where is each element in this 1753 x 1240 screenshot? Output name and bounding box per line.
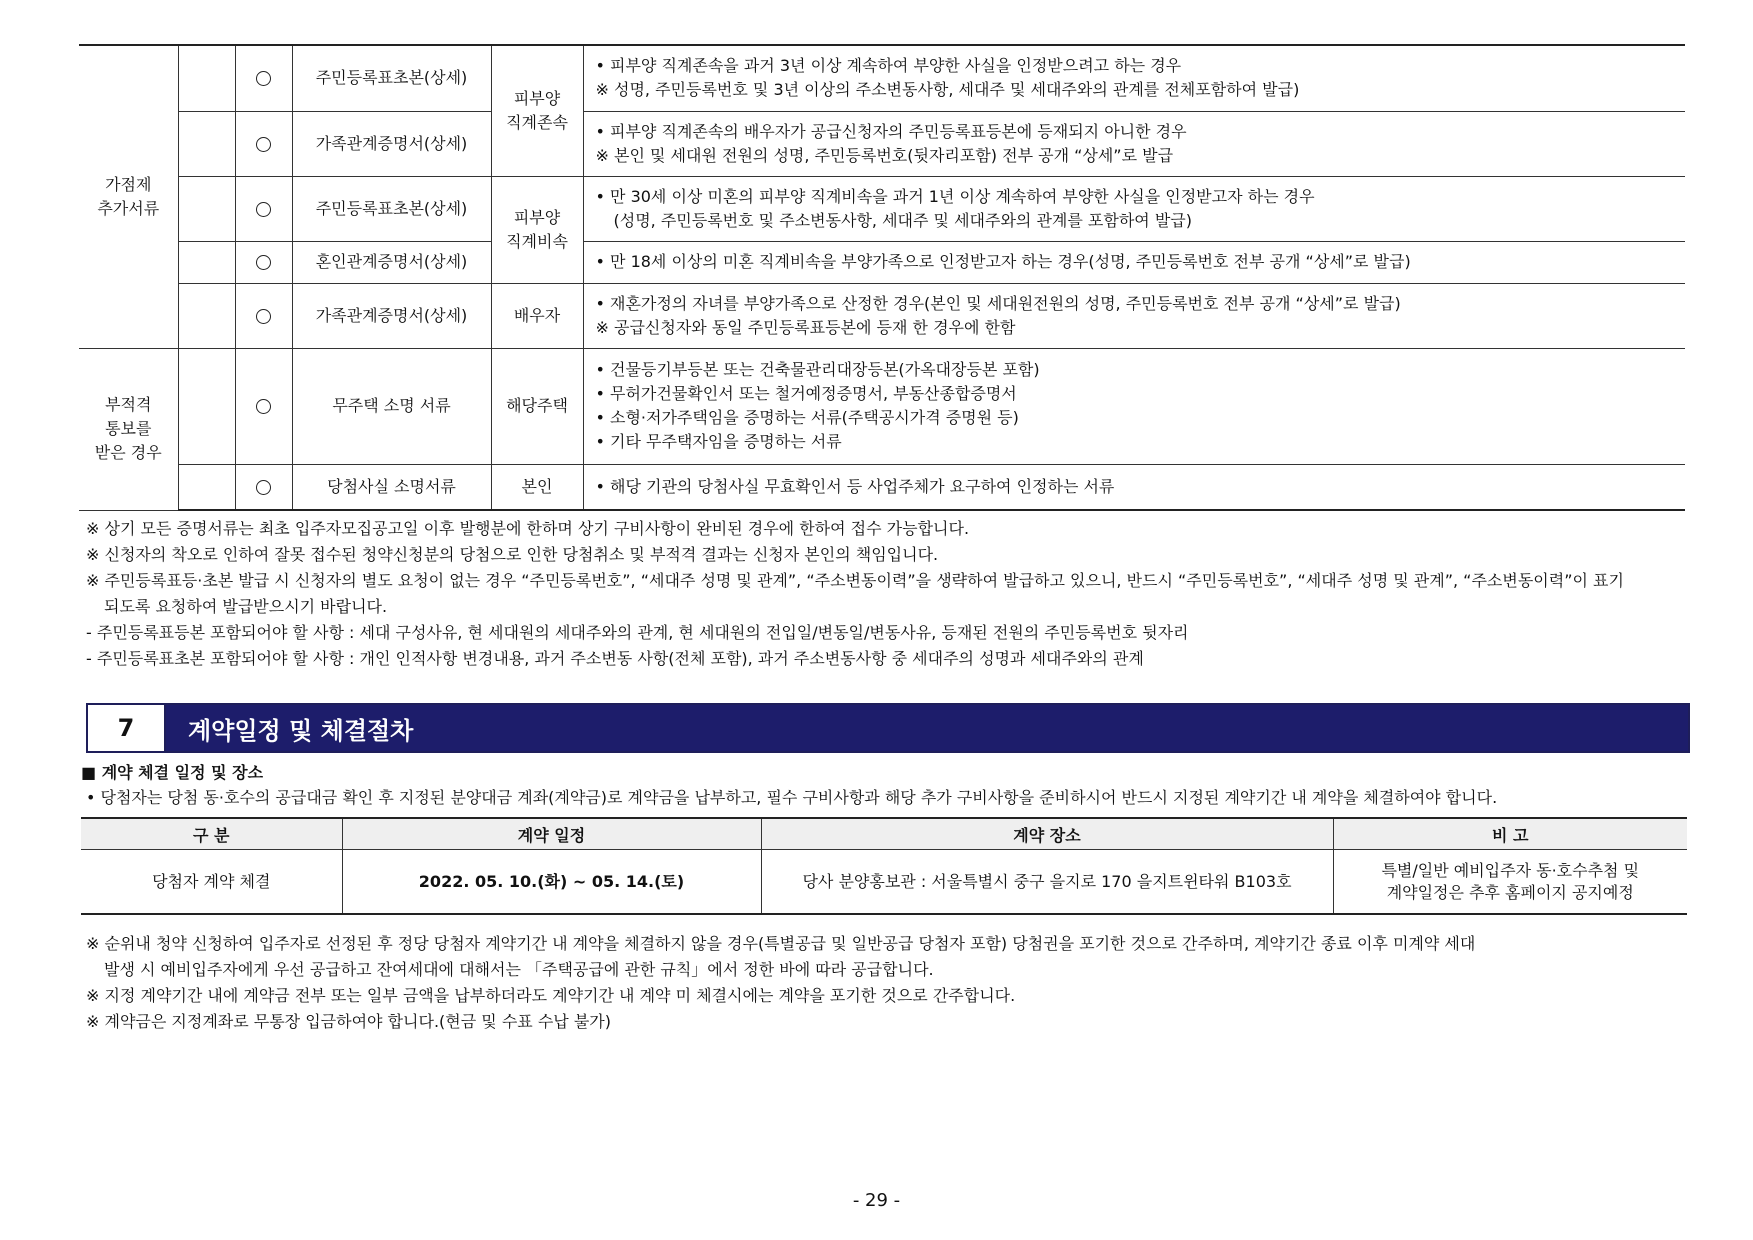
blank-cell [178, 176, 235, 241]
document-name: 당첨사실 소명서류 [292, 464, 491, 510]
contract-schedule-table [81, 817, 1687, 915]
table-row [79, 176, 1685, 241]
document-name: 주민등록표초본(상세) [292, 45, 491, 111]
remarks-cell: 특별/일반 예비입주자 동·호수추첨 및 계약일정은 추후 홈페이지 공지예정 [1333, 850, 1687, 915]
checkbox-circle [235, 283, 292, 348]
blank-cell [178, 348, 235, 464]
checkbox-circle [235, 111, 292, 176]
description-cell: • 해당 기관의 당첨사실 무효확인서 등 사업주체가 요구하여 인정하는 서류 [583, 464, 1685, 510]
subsection-bullet: • 당첨자는 당첨 동·호수의 공급대금 확인 후 지정된 분양대금 계좌(계약금)로 계약금을 납부하고, 필수 구비사항과 해당 추가 구비사항을 준비하시어 반드시 지정된 계약기간 내 계약을 체결하여야 합니다. [86, 788, 1498, 807]
checkbox-circle [235, 241, 292, 283]
section-title: 계약일정 및 체결절차 [166, 705, 1688, 751]
note-line: - 주민등록표등본 포함되어야 할 사항 : 세대 구성사유, 현 세대원의 세대주와의 관계, 현 세대원의 전입일/변동일/변동사유, 등재된 전원의 주민등록번호 뒷자리 [86, 623, 1189, 642]
subsection-title: ■ 계약 체결 일정 및 장소 [81, 763, 264, 782]
note-line: ※ 순위내 청약 신청하여 입주자로 선정된 후 정당 당첨자 계약기간 내 계약을 체결하지 않을 경우(특별공급 및 일반공급 당첨자 포함) 당첨권을 포기한 것으로 간주하며, 계약기간 종료 이후 미계약 세대 [86, 934, 1476, 953]
category-cell: 당첨자 계약 체결 [81, 850, 342, 915]
table-row [79, 241, 1685, 283]
blank-cell [178, 241, 235, 283]
checkbox-circle [235, 348, 292, 464]
document-name: 가족관계증명서(상세) [292, 283, 491, 348]
section-number: 7 [88, 705, 166, 751]
blank-cell [178, 464, 235, 510]
target-cell: 본인 [491, 464, 583, 510]
table-row [79, 348, 1685, 464]
note-line: ※ 지정 계약기간 내에 계약금 전부 또는 일부 금액을 납부하더라도 계약기간 내 계약 미 체결시에는 계약을 포기한 것으로 간주합니다. [86, 986, 1016, 1005]
page-number: - 29 - [852, 1190, 901, 1211]
notes-top [86, 516, 1624, 672]
document-name: 혼인관계증명서(상세) [292, 241, 491, 283]
description-cell: • 건물등기부등본 또는 건축물관리대장등본(가옥대장등본 포함) • 무허가건물확인서 또는 철거예정증명서, 부동산종합증명서 • 소형·저가주택임을 증명하는 서류(주택공시가격 증명원 등) • 기타 무주택자임을 증명하는 서류 [583, 348, 1685, 464]
table-row [79, 111, 1685, 176]
document-name: 가족관계증명서(상세) [292, 111, 491, 176]
blank-cell [178, 111, 235, 176]
checkbox-circle [235, 464, 292, 510]
group-label-ineligible: 부적격 통보를 받은 경우 [79, 348, 178, 510]
table-row [79, 45, 1685, 111]
note-line: 발생 시 예비입주자에게 우선 공급하고 잔여세대에 대해서는 「주택공급에 관한 규칙」에서 정한 바에 따라 공급합니다. [104, 960, 934, 979]
note-line: ※ 주민등록표등·초본 발급 시 신청자의 별도 요청이 없는 경우 “주민등록번호”, “세대주 성명 및 관계”, “주소변동이력”을 생략하여 발급하고 있으니, 반드시 “주민등록번호”, “세대주 성명 및 관계”, “주소변동이력”이 표기 [86, 571, 1624, 590]
section-header [86, 703, 1690, 753]
column-header: 구 분 [81, 818, 342, 850]
column-header: 계약 장소 [761, 818, 1333, 850]
checkbox-circle [235, 45, 292, 111]
schedule-cell: 2022. 05. 10.(화) ~ 05. 14.(토) [342, 850, 761, 915]
target-cell: 배우자 [491, 283, 583, 348]
note-line: ※ 상기 모든 증명서류는 최초 입주자모집공고일 이후 발행분에 한하며 상기 구비사항이 완비된 경우에 한하여 접수 가능합니다. [86, 519, 970, 538]
notes-bottom [86, 931, 1475, 1035]
column-header: 비 고 [1333, 818, 1687, 850]
place-cell: 당사 분양홍보관 : 서울특별시 중구 을지로 170 을지트윈타워 B103호 [761, 850, 1333, 915]
description-cell: • 피부양 직계존속을 과거 3년 이상 계속하여 부양한 사실을 인정받으려고 하는 경우 ※ 성명, 주민등록번호 및 3년 이상의 주소변동사항, 세대주 및 세대주와의 관계를 전체포함하여 발급) [583, 45, 1685, 111]
table-header-row [81, 818, 1687, 850]
target-cell: 피부양 직계존속 [491, 45, 583, 176]
document-name: 주민등록표초본(상세) [292, 176, 491, 241]
note-line: ※ 계약금은 지정계좌로 무통장 입금하여야 합니다.(현금 및 수표 수납 불가) [86, 1012, 611, 1031]
blank-cell [178, 45, 235, 111]
description-cell: • 피부양 직계존속의 배우자가 공급신청자의 주민등록표등본에 등재되지 아니한 경우 ※ 본인 및 세대원 전원의 성명, 주민등록번호(뒷자리포함) 전부 공개 “상세”로 발급 [583, 111, 1685, 176]
table-row [81, 850, 1687, 915]
checkbox-circle [235, 176, 292, 241]
blank-cell [178, 283, 235, 348]
description-cell: • 만 30세 이상 미혼의 피부양 직계비속을 과거 1년 이상 계속하여 부양한 사실을 인정받고자 하는 경우 (성명, 주민등록번호 및 주소변동사항, 세대주 및 세대주와의 관계를 포함하여 발급) [583, 176, 1685, 241]
description-cell: • 만 18세 이상의 미혼 직계비속을 부양가족으로 인정받고자 하는 경우(성명, 주민등록번호 전부 공개 “상세”로 발급) [583, 241, 1685, 283]
group-label-additional-score: 가점제 추가서류 [79, 45, 178, 348]
description-cell: • 재혼가정의 자녀를 부양가족으로 산정한 경우(본인 및 세대원전원의 성명, 주민등록번호 전부 공개 “상세”로 발급) ※ 공급신청자와 동일 주민등록표등본에 등재 한 경우에 한함 [583, 283, 1685, 348]
supporting-documents-table [79, 44, 1685, 511]
table-row [79, 283, 1685, 348]
document-name: 무주택 소명 서류 [292, 348, 491, 464]
note-line: 되도록 요청하여 발급받으시기 바랍니다. [104, 597, 388, 616]
column-header: 계약 일정 [342, 818, 761, 850]
table-row [79, 464, 1685, 510]
note-line: - 주민등록표초본 포함되어야 할 사항 : 개인 인적사항 변경내용, 과거 주소변동 사항(전체 포함), 과거 주소변동사항 중 세대주의 성명과 세대주와의 관계 [86, 649, 1144, 668]
target-cell: 해당주택 [491, 348, 583, 464]
note-line: ※ 신청자의 착오로 인하여 잘못 접수된 청약신청분의 당첨으로 인한 당첨취소 및 부적격 결과는 신청자 본인의 책임입니다. [86, 545, 939, 564]
target-cell: 피부양 직계비속 [491, 176, 583, 283]
